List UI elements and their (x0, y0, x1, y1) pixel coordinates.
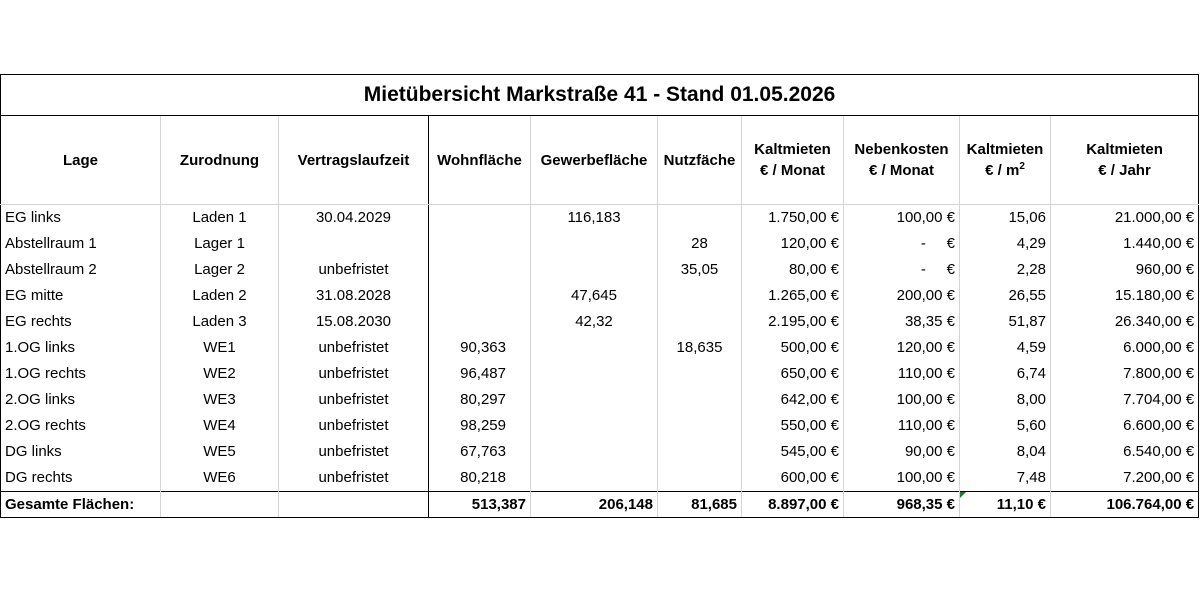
cell-vertragslaufzeit (279, 231, 429, 257)
cell-wohnflaeche (429, 205, 531, 232)
table-row (1, 257, 1199, 283)
cell-kaltmieten-monat: 2.195,00 € (742, 309, 844, 335)
cell-nutzflaeche (658, 439, 742, 465)
cell-vertragslaufzeit: unbefristet (279, 465, 429, 492)
table-row (1, 361, 1199, 387)
cell-wohnflaeche: 90,363 (429, 335, 531, 361)
cell-zuordnung: WE1 (161, 335, 279, 361)
cell-zuordnung: Lager 2 (161, 257, 279, 283)
cell-lage: 1.OG links (1, 335, 161, 361)
table-row (1, 335, 1199, 361)
cell-kaltmieten-monat: 500,00 € (742, 335, 844, 361)
cell-zuordnung: Laden 2 (161, 283, 279, 309)
rent-table (0, 74, 1199, 518)
total-label: Gesamte Flächen: (1, 492, 161, 518)
cell-kaltmieten-monat: 550,00 € (742, 413, 844, 439)
table-row (1, 309, 1199, 335)
table-row (1, 205, 1199, 232)
header-zuordnung: Zurodnung (161, 116, 279, 205)
cell-wohnflaeche: 80,297 (429, 387, 531, 413)
cell-nebenkosten: 200,00 € (844, 283, 960, 309)
cell-kaltmieten-monat: 650,00 € (742, 361, 844, 387)
cell-kaltmieten-jahr: 26.340,00 € (1051, 309, 1199, 335)
total-wohnflaeche: 513,387 (429, 492, 531, 518)
header-gewerbeflaeche: Gewerbefläche (531, 116, 658, 205)
total-gewerbeflaeche: 206,148 (531, 492, 658, 518)
cell-kaltmieten-jahr: 7.800,00 € (1051, 361, 1199, 387)
cell-nutzflaeche: 35,05 (658, 257, 742, 283)
cell-kaltmieten-jahr: 1.440,00 € (1051, 231, 1199, 257)
cell-kaltmieten-jahr: 21.000,00 € (1051, 205, 1199, 232)
cell-lage: EG links (1, 205, 161, 232)
cell-vertragslaufzeit: unbefristet (279, 387, 429, 413)
cell-kaltmieten-jahr: 6.540,00 € (1051, 439, 1199, 465)
table-row (1, 439, 1199, 465)
cell-kaltmieten-jahr: 960,00 € (1051, 257, 1199, 283)
header-nebenkosten-line1: Nebenkosten (854, 141, 949, 158)
total-nebenkosten: 968,35 € (844, 492, 960, 518)
cell-zuordnung: WE6 (161, 465, 279, 492)
cell-nebenkosten: - € (844, 231, 960, 257)
cell-lage: EG rechts (1, 309, 161, 335)
cell-wohnflaeche: 96,487 (429, 361, 531, 387)
table-title: Mietübersicht Markstraße 41 - Stand 01.05.2026 (1, 75, 1199, 116)
table-row (1, 283, 1199, 309)
cell-kaltmieten-qm: 8,04 (960, 439, 1051, 465)
cell-kaltmieten-monat: 120,00 € (742, 231, 844, 257)
cell-kaltmieten-qm: 26,55 (960, 283, 1051, 309)
total-row (1, 492, 1199, 518)
cell-nebenkosten: 100,00 € (844, 387, 960, 413)
header-kaltmieten-monat-line1: Kaltmieten (754, 141, 831, 158)
cell-kaltmieten-qm: 51,87 (960, 309, 1051, 335)
cell-vertragslaufzeit: unbefristet (279, 257, 429, 283)
cell-lage: 2.OG rechts (1, 413, 161, 439)
cell-kaltmieten-jahr: 6.000,00 € (1051, 335, 1199, 361)
cell-gewerbeflaeche (531, 231, 658, 257)
cell-nebenkosten: 100,00 € (844, 205, 960, 232)
total-kaltmieten-qm (960, 492, 1051, 518)
cell-kaltmieten-jahr: 7.704,00 € (1051, 387, 1199, 413)
total-empty-laufzeit (279, 492, 429, 518)
cell-wohnflaeche (429, 283, 531, 309)
cell-zuordnung: WE4 (161, 413, 279, 439)
cell-nebenkosten: 120,00 € (844, 335, 960, 361)
cell-kaltmieten-qm: 15,06 (960, 205, 1051, 232)
cell-nutzflaeche (658, 387, 742, 413)
header-kaltmieten-monat-line2: € / Monat (759, 162, 825, 179)
cell-lage: Abstellraum 1 (1, 231, 161, 257)
cell-kaltmieten-monat: 1.265,00 € (742, 283, 844, 309)
cell-zuordnung: WE2 (161, 361, 279, 387)
cell-kaltmieten-monat: 545,00 € (742, 439, 844, 465)
cell-nutzflaeche (658, 205, 742, 232)
cell-lage: DG rechts (1, 465, 161, 492)
cell-gewerbeflaeche (531, 439, 658, 465)
cell-gewerbeflaeche (531, 335, 658, 361)
cell-nutzflaeche (658, 413, 742, 439)
rent-overview-sheet (0, 74, 1198, 518)
cell-wohnflaeche: 67,763 (429, 439, 531, 465)
cell-lage: 2.OG links (1, 387, 161, 413)
cell-vertragslaufzeit: unbefristet (279, 335, 429, 361)
comment-indicator-icon[interactable] (960, 492, 966, 498)
cell-gewerbeflaeche: 47,645 (531, 283, 658, 309)
cell-wohnflaeche (429, 309, 531, 335)
cell-vertragslaufzeit: unbefristet (279, 439, 429, 465)
cell-kaltmieten-qm: 4,29 (960, 231, 1051, 257)
cell-nebenkosten: 110,00 € (844, 361, 960, 387)
cell-wohnflaeche: 80,218 (429, 465, 531, 492)
header-lage: Lage (1, 116, 161, 205)
header-nebenkosten (844, 116, 960, 205)
header-kaltmieten-jahr-line1: Kaltmieten (1086, 141, 1163, 158)
cell-kaltmieten-monat: 80,00 € (742, 257, 844, 283)
cell-gewerbeflaeche (531, 361, 658, 387)
cell-nutzflaeche: 28 (658, 231, 742, 257)
total-kaltmieten-jahr: 106.764,00 € (1051, 492, 1199, 518)
cell-vertragslaufzeit: unbefristet (279, 361, 429, 387)
cell-nebenkosten: 100,00 € (844, 465, 960, 492)
header-kaltmieten-jahr-line2: € / Jahr (1098, 162, 1151, 179)
cell-lage: Abstellraum 2 (1, 257, 161, 283)
cell-nutzflaeche (658, 309, 742, 335)
cell-nutzflaeche (658, 283, 742, 309)
cell-gewerbeflaeche (531, 257, 658, 283)
total-kaltmieten-qm-value: 11,10 € (996, 496, 1046, 513)
header-kaltmieten-monat (742, 116, 844, 205)
cell-zuordnung: Laden 3 (161, 309, 279, 335)
table-row (1, 465, 1199, 492)
total-nutzflaeche: 81,685 (658, 492, 742, 518)
cell-vertragslaufzeit: 30.04.2029 (279, 205, 429, 232)
header-kaltmieten-qm-sup: 2 (1019, 161, 1025, 172)
cell-zuordnung: Laden 1 (161, 205, 279, 232)
table-row (1, 231, 1199, 257)
total-empty-zuordnung (161, 492, 279, 518)
table-row (1, 413, 1199, 439)
cell-lage: DG links (1, 439, 161, 465)
cell-wohnflaeche (429, 231, 531, 257)
cell-nebenkosten: - € (844, 257, 960, 283)
cell-kaltmieten-jahr: 15.180,00 € (1051, 283, 1199, 309)
cell-kaltmieten-qm: 4,59 (960, 335, 1051, 361)
cell-zuordnung: Lager 1 (161, 231, 279, 257)
header-kaltmieten-jahr (1051, 116, 1199, 205)
cell-nebenkosten: 110,00 € (844, 413, 960, 439)
cell-nutzflaeche: 18,635 (658, 335, 742, 361)
cell-kaltmieten-qm: 6,74 (960, 361, 1051, 387)
cell-lage: EG mitte (1, 283, 161, 309)
cell-gewerbeflaeche (531, 413, 658, 439)
header-row (1, 116, 1199, 205)
cell-gewerbeflaeche (531, 465, 658, 492)
cell-nutzflaeche (658, 465, 742, 492)
cell-zuordnung: WE5 (161, 439, 279, 465)
cell-kaltmieten-jahr: 6.600,00 € (1051, 413, 1199, 439)
table-row (1, 387, 1199, 413)
cell-kaltmieten-qm: 8,00 (960, 387, 1051, 413)
cell-nebenkosten: 90,00 € (844, 439, 960, 465)
cell-gewerbeflaeche: 116,183 (531, 205, 658, 232)
header-wohnflaeche: Wohnfläche (429, 116, 531, 205)
cell-kaltmieten-monat: 1.750,00 € (742, 205, 844, 232)
cell-kaltmieten-monat: 642,00 € (742, 387, 844, 413)
header-kaltmieten-qm-line2: € / m (985, 162, 1020, 179)
cell-nebenkosten: 38,35 € (844, 309, 960, 335)
header-nebenkosten-line2: € / Monat (868, 162, 934, 179)
cell-wohnflaeche (429, 257, 531, 283)
cell-lage: 1.OG rechts (1, 361, 161, 387)
cell-kaltmieten-qm: 5,60 (960, 413, 1051, 439)
cell-nutzflaeche (658, 361, 742, 387)
header-kaltmieten-qm (960, 116, 1051, 205)
total-kaltmieten-monat: 8.897,00 € (742, 492, 844, 518)
header-vertragslaufzeit: Vertragslaufzeit (279, 116, 429, 205)
cell-kaltmieten-qm: 7,48 (960, 465, 1051, 492)
cell-zuordnung: WE3 (161, 387, 279, 413)
header-kaltmieten-qm-line1: Kaltmieten (966, 141, 1044, 158)
cell-kaltmieten-jahr: 7.200,00 € (1051, 465, 1199, 492)
cell-vertragslaufzeit: 31.08.2028 (279, 283, 429, 309)
header-nutzflaeche: Nutzfäche (658, 116, 742, 205)
cell-vertragslaufzeit: 15.08.2030 (279, 309, 429, 335)
cell-gewerbeflaeche (531, 387, 658, 413)
cell-gewerbeflaeche: 42,32 (531, 309, 658, 335)
cell-vertragslaufzeit: unbefristet (279, 413, 429, 439)
cell-kaltmieten-qm: 2,28 (960, 257, 1051, 283)
cell-wohnflaeche: 98,259 (429, 413, 531, 439)
cell-kaltmieten-monat: 600,00 € (742, 465, 844, 492)
